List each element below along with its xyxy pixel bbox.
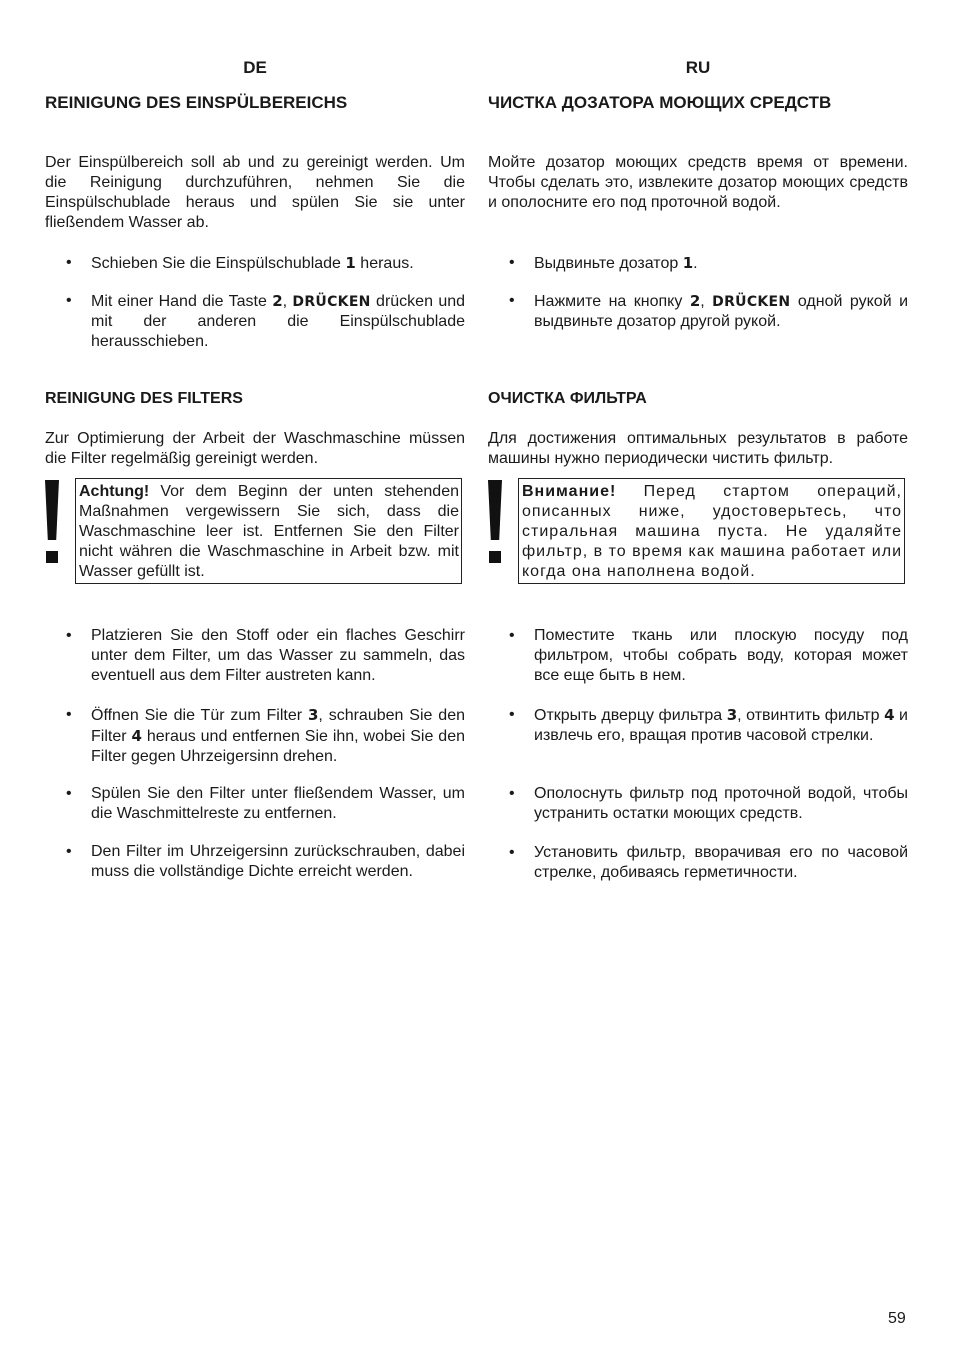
list-item: • Установить фильтр, вворачивая его по часовой стрелке, добиваясь герметичности. [509,844,908,881]
list-item: • Mit einer Hand die Taste 2, DRÜCKEN drücken und mit der anderen die Einspülschublade herausschieben. [66,292,466,350]
bullet: • [509,254,515,271]
bullet: • [66,292,72,309]
button-keyword: DRÜCKEN [292,294,371,310]
section-title-dispenser: ЧИСТКА ДОЗАТОРА МОЮЩИХ СРЕДСТВ [488,93,832,112]
list-item: • Platzieren Sie den Stoff oder ein flaches Geschirr unter dem Filter, um das Wasser zu sammeln, das eventuell aus dem Filter austreten kann. [66,627,465,684]
list-item: • Поместите ткань или плоскую посуду под фильтром, чтобы собрать воду, которая может все еще быть в нем. [509,627,908,684]
warning-text: Перед стартом операций, описанных ниже, удостоверьтесь, что стиральная машина пуста. Не удаляйте фильтр, в то время как машина работает или когда она наполнена водой. [522,483,902,580]
list-item: • Den Filter im Uhrzeigersinn zurückschrauben, dabei muss die vollständige Dichte erreicht werden. [66,843,465,880]
list-item: • Нажмите на кнопку 2, DRÜCKEN одной рукой и выдвиньте дозатор другой рукой. [509,292,909,330]
intro-paragraph: Мойте дозатор моющих средств время от времени. Чтобы сделать это, извлеките дозатор моющих средств и ополосните его под проточной водой. [488,154,908,211]
part-number: 4 [131,727,142,745]
filter-intro-paragraph: Zur Optimierung der Arbeit der Waschmaschine müssen die Filter regelmäßig gereinigt werden. [45,430,465,467]
part-number: 1 [345,254,356,272]
warning-box [518,478,905,584]
list-item: • Öffnen Sie die Tür zum Filter 3, schrauben Sie den Filter 4 heraus und entfernen Sie ihn, wobei Sie den Filter gegen Uhrzeigersinn drehen. [66,706,465,765]
bullet: • [66,785,72,802]
bullet: • [66,706,72,723]
filter-intro-paragraph: Для достижения оптимальных результатов в работе машины нужно периодически чистить фильтр. [488,430,908,467]
list-item: • Ополоснуть фильтр под проточной водой, чтобы устранить остатки моющих средств. [509,785,908,822]
bullet: • [509,292,515,309]
part-number: 1 [682,254,694,272]
section-title-filter: ОЧИСТКА ФИЛЬТРА [488,390,647,407]
list-item: • Spülen Sie den Filter unter fließendem Wasser, um die Waschmittelreste zu entfernen. [66,785,465,822]
page-number: 59 [888,1310,906,1327]
list-item: • Открыть дверцу фильтра 3, отвинтить фильтр 4 и извлечь его, вращая против часовой стрелки. [509,706,908,744]
bullet: • [66,843,72,860]
warning-box [75,478,462,584]
bullet: • [66,254,72,271]
warning-exclamation-icon [488,480,502,564]
warning-label: Achtung! [79,483,150,500]
part-number: 2 [689,292,701,310]
part-number: 3 [726,706,738,724]
language-code: RU [685,58,711,77]
section-title-dispenser: REINIGUNG DES EINSPÜLBEREICHS [45,93,348,112]
list-item: • Schieben Sie die Einspülschublade 1 heraus. [66,254,414,272]
list-item: • Выдвиньте дозатор 1. [509,254,698,272]
bullet: • [66,627,72,644]
bullet: • [509,785,515,802]
intro-paragraph: Der Einspülbereich soll ab und zu gereinigt werden. Um die Reinigung durchzuführen, nehmen Sie die Einspülschublade heraus und spülen Sie sie unter fließendem Wasser ab. [45,154,465,231]
button-keyword: DRÜCKEN [712,294,791,310]
bullet: • [509,627,515,644]
part-number: 3 [307,706,319,724]
section-title-filter: REINIGUNG DES FILTERS [45,390,243,407]
language-code: DE [243,58,267,77]
part-number: 2 [272,292,283,310]
warning-text: Vor dem Beginn der unten stehenden Maßnahmen vergewissern Sie sich, dass die Waschmaschine leer ist. Entfernen Sie den Filter nicht währen die Waschmaschine in Arbeit bzw. mit Wasser gefüllt ist. [79,483,459,580]
warning-label: Внимание! [522,483,617,500]
bullet: • [509,844,515,861]
bullet: • [509,706,515,723]
warning-exclamation-icon [45,480,59,564]
part-number: 4 [884,706,895,724]
